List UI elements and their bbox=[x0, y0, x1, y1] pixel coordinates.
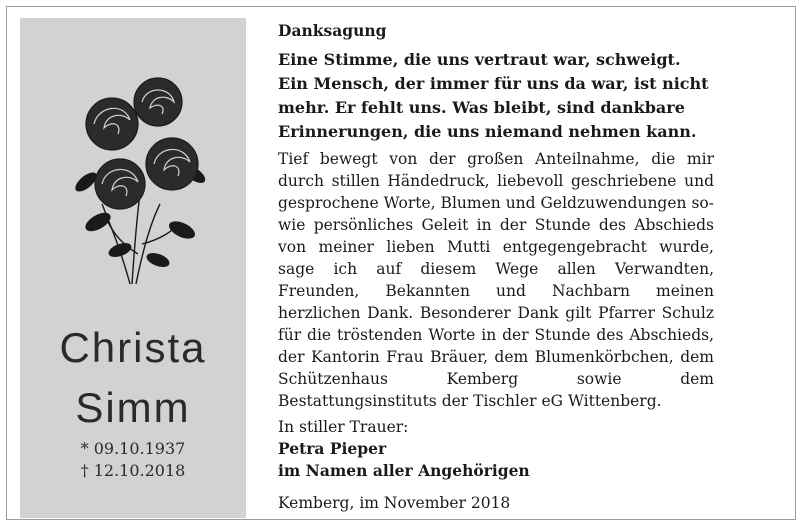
verse-line: Erinnerungen, die uns niemand nehmen kann. bbox=[278, 122, 697, 141]
death-date: † 12.10.2018 bbox=[80, 461, 186, 480]
birth-date: * 09.10.1937 bbox=[80, 439, 186, 458]
notice-heading: Danksagung bbox=[278, 21, 387, 40]
memorial-panel bbox=[20, 18, 246, 518]
notice-text bbox=[278, 20, 714, 514]
roses-illustration bbox=[62, 54, 212, 294]
deceased-last-name: Simm bbox=[75, 384, 191, 431]
deceased-first-name: Christa bbox=[59, 324, 207, 371]
verse-line: mehr. Er fehlt uns. Was bleibt, sind dankbare bbox=[278, 98, 685, 117]
thanks-body: Tief bewegt von der großen Anteilnahme, die mir durch stillen Händedruck, liebevoll geschriebene und gesprochene Worte, Blumen und Geldzuwendungen sowie persönliches Geleit in der Stunde des Abschieds von meiner lieben Mutti entgegengebracht wurde, sage ich auf diesem Wege allen Verwandten, Freunden, Bekannten und Nachbarn meinen herzlichen Dank. Besonderer Dank gilt Pfarrer Schulz für die tröstenden Worte in der Stunde des Abschieds, der Kantorin Frau Bräuer, dem Blumenkörbchen, dem Schützenhaus Kemberg sowie dem Bestattungsinstituts der Tischler eG Wittenberg. bbox=[278, 150, 714, 410]
signature-block bbox=[278, 416, 714, 482]
signer-note: im Namen aller Angehörigen bbox=[278, 461, 530, 480]
verse bbox=[278, 48, 714, 144]
signer-name: Petra Pieper bbox=[278, 439, 387, 458]
verse-line: Ein Mensch, der immer für uns da war, ist nicht bbox=[278, 74, 709, 93]
mourning-label: In stiller Trauer: bbox=[278, 418, 409, 436]
place-date: Kemberg, im November 2018 bbox=[278, 494, 511, 512]
life-dates bbox=[20, 438, 246, 482]
verse-line: Eine Stimme, die uns vertraut war, schweigt. bbox=[278, 50, 681, 69]
